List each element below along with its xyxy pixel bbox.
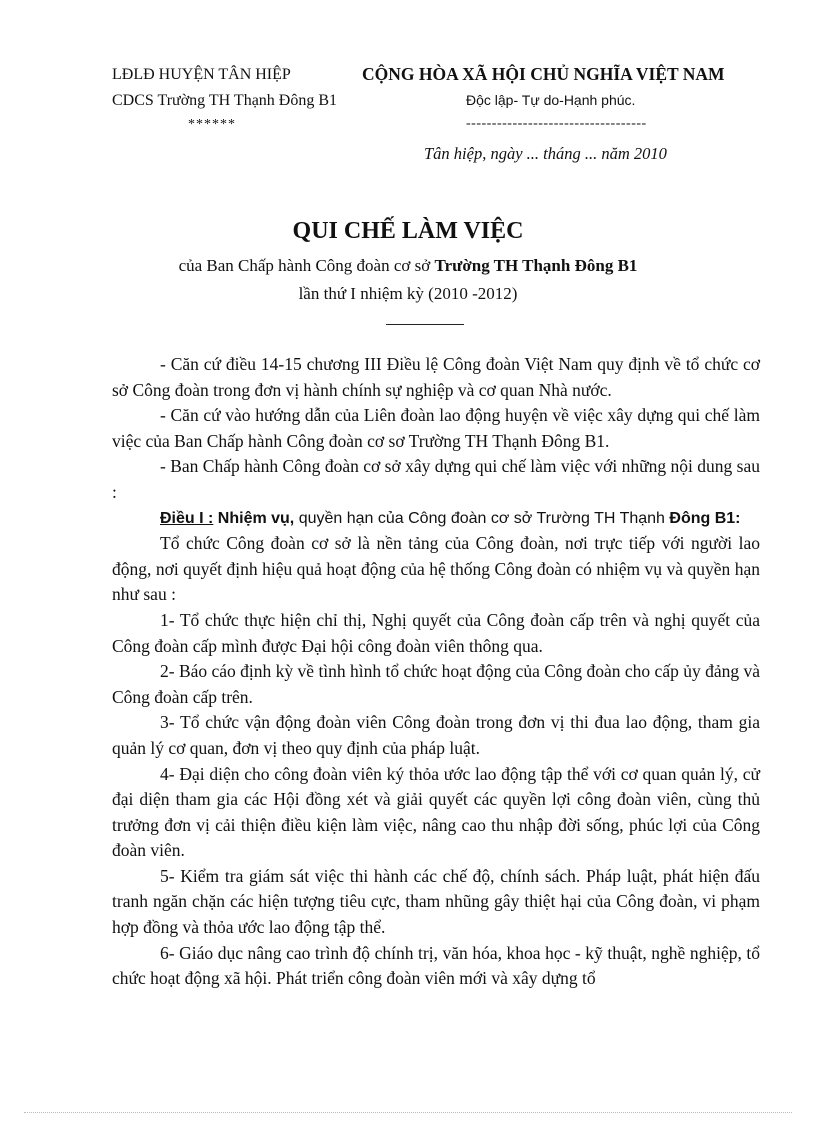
subtitle-school: Trường TH Thạnh Đông B1 [434,256,638,275]
document-date: Tân hiệp, ngày ... tháng ... năm 2010 [424,144,667,163]
paragraph: - Ban Chấp hành Công đoàn cơ sở xây dựng qui chế làm việc với những nội dung sau : [112,456,760,502]
subtitle-prefix: của Ban Chấp hành Công đoàn cơ sở [178,256,435,275]
list-item: 2- Báo cáo định kỳ về tình hình tổ chức hoạt động của Công đoàn cho cấp ủy đảng và Công đoàn cấp trên. [112,661,760,707]
list-item: 1- Tổ chức thực hiện chỉ thị, Nghị quyết của Công đoàn cấp trên và nghị quyết của Công đoàn cấp mình được Đại hội công đoàn viên thông qua. [112,609,760,656]
article-bold-text: Nhiệm vụ, [213,509,295,527]
national-motto: Độc lập- Tự do-Hạnh phúc. [466,92,636,108]
paragraph: Tổ chức Công đoàn cơ sở là nền tảng của Công đoàn, nơi trực tiếp với người lao động, nơi quyết định hiệu quả hoạt động của hệ thống Công đoàn có nhiệm vụ và quyền hạn như sau : [112,533,760,605]
national-name: CỘNG HÒA XÃ HỘI CHỦ NGHĨA VIỆT NAM [362,64,725,84]
issuer-school: CDCS Trường TH Thạnh Đông B1 [112,92,338,109]
document-term: lần thứ I nhiệm kỳ (2010 -2012) [298,284,518,303]
paragraph: - Căn cứ vào hướng dẫn của Liên đoàn lao động huyện về việc xây dựng qui chế làm việc của Ban Chấp hành Công đoàn cơ sơ Trường TH Thạnh Đông B1. [112,405,760,451]
document-title: QUI CHẾ LÀM VIỆC [292,218,524,244]
list-item: 3- Tổ chức vận động đoàn viên Công đoàn trong đơn vị thi đua lao động, tham gia quản lý cơ quan, đơn vị theo quy định của pháp luật. [112,712,760,758]
motto-separator: ----------------------------------- [466,116,647,131]
issuer-separator: ****** [188,117,236,132]
paragraph: - Căn cứ điều 14-15 chương III Điều lệ Công đoàn Việt Nam quy định về tổ chức cơ sở Công đoàn trong đơn vị hành chính sự nghiệp và cơ quan Nhà nước. [112,354,760,400]
article-label: Điều I : [160,509,214,527]
list-item: 6- Giáo dục nâng cao trình độ chính trị, văn hóa, khoa học - kỹ thuật, nghề nghiệp, tổ chức hoạt động xã hội. Phát triển công đoàn viên mới và xây dựng tổ [112,942,760,989]
document-body [112,352,760,992]
list-item: 4- Đại diện cho công đoàn viên ký thỏa ước lao động tập thể với cơ quan quản lý, cử đại diện tham gia các Hội đồng xét và giải quyết các quyền lợi công đoàn viên, cùng thủ trưởng đơn vị cải thiện điều kiện làm việc, nâng cao thu nhập đời sống, phúc lợi của Công đoàn viên. [112,763,760,861]
issuer-union: LĐLĐ HUYỆN TÂN HIỆP [112,66,291,83]
article-heading [112,506,760,532]
article-tail: Đông B1: [669,509,741,527]
title-divider [386,324,464,325]
page-bottom-divider [24,1112,792,1113]
list-item: 5- Kiểm tra giám sát việc thi hành các chế độ, chính sách. Pháp luật, phát hiện đấu tranh ngăn chặn các hiện tượng tiêu cực, tham nhũng gây thiệt hại của Công đoàn, vi phạm hợp đồng và thỏa ước lao động tập thể. [112,865,760,938]
document-subtitle [0,256,816,276]
article-text: quyền hạn của Công đoàn cơ sở Trường TH Thạnh [294,509,670,527]
